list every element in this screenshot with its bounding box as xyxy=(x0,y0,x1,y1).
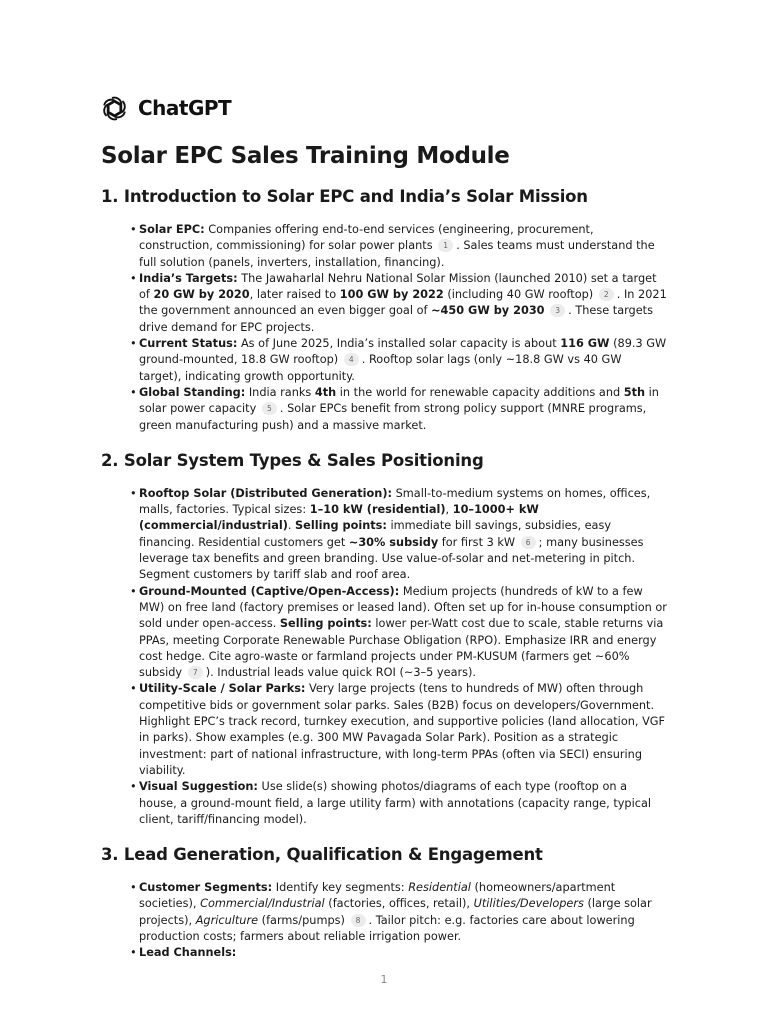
bold-text: 100 GW by 2022 xyxy=(339,288,444,302)
citation-badge[interactable]: 3 xyxy=(550,304,565,317)
list-item: • Global Standing: India ranks 4th in the world for renewable capacity additions and 5th in solar power capacity 5 . Solar EPCs benefit from strong policy support (MNRE programs, green manufacturing push) and a massive market. xyxy=(139,385,667,434)
bold-text: ~30% subsidy xyxy=(348,535,439,549)
list-item: • Rooftop Solar (Distributed Generation): Small-to-medium systems on homes, offices, malls, factories. Typical sizes: 1–10 kW (residential), 10–1000+ kW (commercial/industrial). Selling points: immediate bill savings, subsidies, easy financing. Residential customers get ~30% subsidy for first 3 kW 6 ; many businesses leverage tax benefits and green branding. Use value-of-solar and net-metering in pitch. Segment customers by tariff slab and roof area. xyxy=(139,486,667,584)
list-item: • India’s Targets: The Jawaharlal Nehru National Solar Mission (launched 2010) set a target of 20 GW by 2020, later raised to 100 GW by 2022 (including 40 GW rooftop) 2 . In 2021 the government announced an even bigger goal of ~450 GW by 2030 3 . These targets drive demand for EPC projects. xyxy=(139,271,667,336)
document-body xyxy=(101,184,667,962)
bold-text: Global Standing: xyxy=(139,385,246,399)
bold-text: Selling points: xyxy=(295,519,387,533)
bold-text: ~450 GW by 2030 xyxy=(431,304,545,318)
citation-badge[interactable]: 1 xyxy=(438,239,453,252)
italic-text: Commercial/Industrial xyxy=(200,897,325,911)
list-item: • Ground-Mounted (Captive/Open-Access): Medium projects (hundreds of kW to a few MW) on free land (factory premises or leased land). Often set up for in-house consumption or sold under open-access. Selling points: lower per-Watt cost due to scale, stable returns via PPAs, meeting Corporate Renewable Purchase Obligation (RPO). Emphasize IRR and energy cost hedge. Cite agro-waste or farmland projects under PM-KUSUM (farmers get ~60% subsidy 7 ). Industrial leads value quick ROI (~3–5 years). xyxy=(139,584,667,682)
bold-text: 20 GW by 2020 xyxy=(153,288,250,302)
section-heading: 3. Lead Generation, Qualification & Engagement xyxy=(101,845,543,865)
italic-text: Utilities/Developers xyxy=(473,897,584,911)
list-item: • Visual Suggestion: Use slide(s) showing photos/diagrams of each type (rooftop on a house, a ground-mount field, a large utility farm) with annotations (capacity range, typical client, tariff/financing model). xyxy=(139,779,667,828)
document-page xyxy=(101,92,667,976)
italic-text: Agriculture xyxy=(195,913,259,927)
list-item: • Solar EPC: Companies offering end-to-end services (engineering, procurement, construction, commissioning) for solar power plants 1 . Sales teams must understand the full solution (panels, inverters, installation, financing). xyxy=(139,222,667,271)
bold-text: Solar EPC: xyxy=(139,223,205,236)
page-number: 1 xyxy=(380,973,388,986)
citation-badge[interactable]: 2 xyxy=(599,288,614,301)
list-item: • Utility-Scale / Solar Parks: Very large projects (tens to hundreds of MW) often through competitive bids or government solar parks. Sales (B2B) focus on developers/Government. Highlight EPC’s track record, turnkey execution, and supportive policies (land allocation, VGF in parks). Show examples (e.g. 300 MW Pavagada Solar Park). Position as a strategic investment: part of national infrastructure, with long-term PPAs (often via SECI) ensuring viability. xyxy=(139,681,667,779)
document-title: Solar EPC Sales Training Module xyxy=(101,143,510,169)
bold-text: 116 GW xyxy=(560,337,610,351)
bold-text: Selling points: xyxy=(279,617,372,631)
section-heading: 1. Introduction to Solar EPC and India’s Solar Mission xyxy=(101,187,588,206)
citation-badge[interactable]: 6 xyxy=(521,536,536,549)
citation-badge[interactable]: 4 xyxy=(344,353,359,366)
bold-text: Rooftop Solar (Distributed Generation): xyxy=(139,486,392,500)
bold-text: 10–1000+ kW (commercial/industrial) xyxy=(139,503,539,533)
openai-logo-icon xyxy=(101,95,128,122)
list-item: • Current Status: As of June 2025, India’s installed solar capacity is about 116 GW (89.3 GW ground-mounted, 18.8 GW rooftop) 4 . Rooftop solar lags (only ~18.8 GW vs 40 GW target), indicating growth opportunity. xyxy=(139,336,667,385)
citation-badge[interactable]: 7 xyxy=(188,666,203,679)
italic-text: Residential xyxy=(408,881,471,895)
bullet-list xyxy=(101,486,667,828)
list-item xyxy=(139,945,667,961)
brand-name: ChatGPT xyxy=(138,96,232,120)
section-heading: 2. Solar System Types & Sales Positioning xyxy=(101,450,484,470)
bold-text: 4th xyxy=(314,385,337,399)
brand-header xyxy=(101,92,667,124)
citation-badge[interactable]: 8 xyxy=(351,914,366,927)
bullet-list xyxy=(101,222,667,434)
bold-text: India’s Targets: xyxy=(139,271,238,285)
bold-text: Utility-Scale / Solar Parks: xyxy=(139,682,306,696)
bold-text: Ground-Mounted (Captive/Open-Access): xyxy=(139,584,400,598)
bullet-list xyxy=(101,880,667,961)
bold-text: Customer Segments: xyxy=(139,881,273,895)
bold-text: 5th xyxy=(623,385,646,399)
bold-text: Lead Channels: xyxy=(139,946,237,960)
citation-badge[interactable]: 5 xyxy=(262,402,277,415)
bold-text: Current Status: xyxy=(139,337,238,351)
bold-text: 1–10 kW (residential) xyxy=(309,503,446,517)
list-item: • Customer Segments: Identify key segments: Residential (homeowners/apartment societies), Commercial/Industrial (factories, offices, retail), Utilities/Developers (large solar projects), Agriculture (farms/pumps) 8 . Tailor pitch: e.g. factories care about lowering production costs; farmers about reliable irrigation power. xyxy=(139,880,667,945)
bold-text: Visual Suggestion: xyxy=(139,780,258,794)
